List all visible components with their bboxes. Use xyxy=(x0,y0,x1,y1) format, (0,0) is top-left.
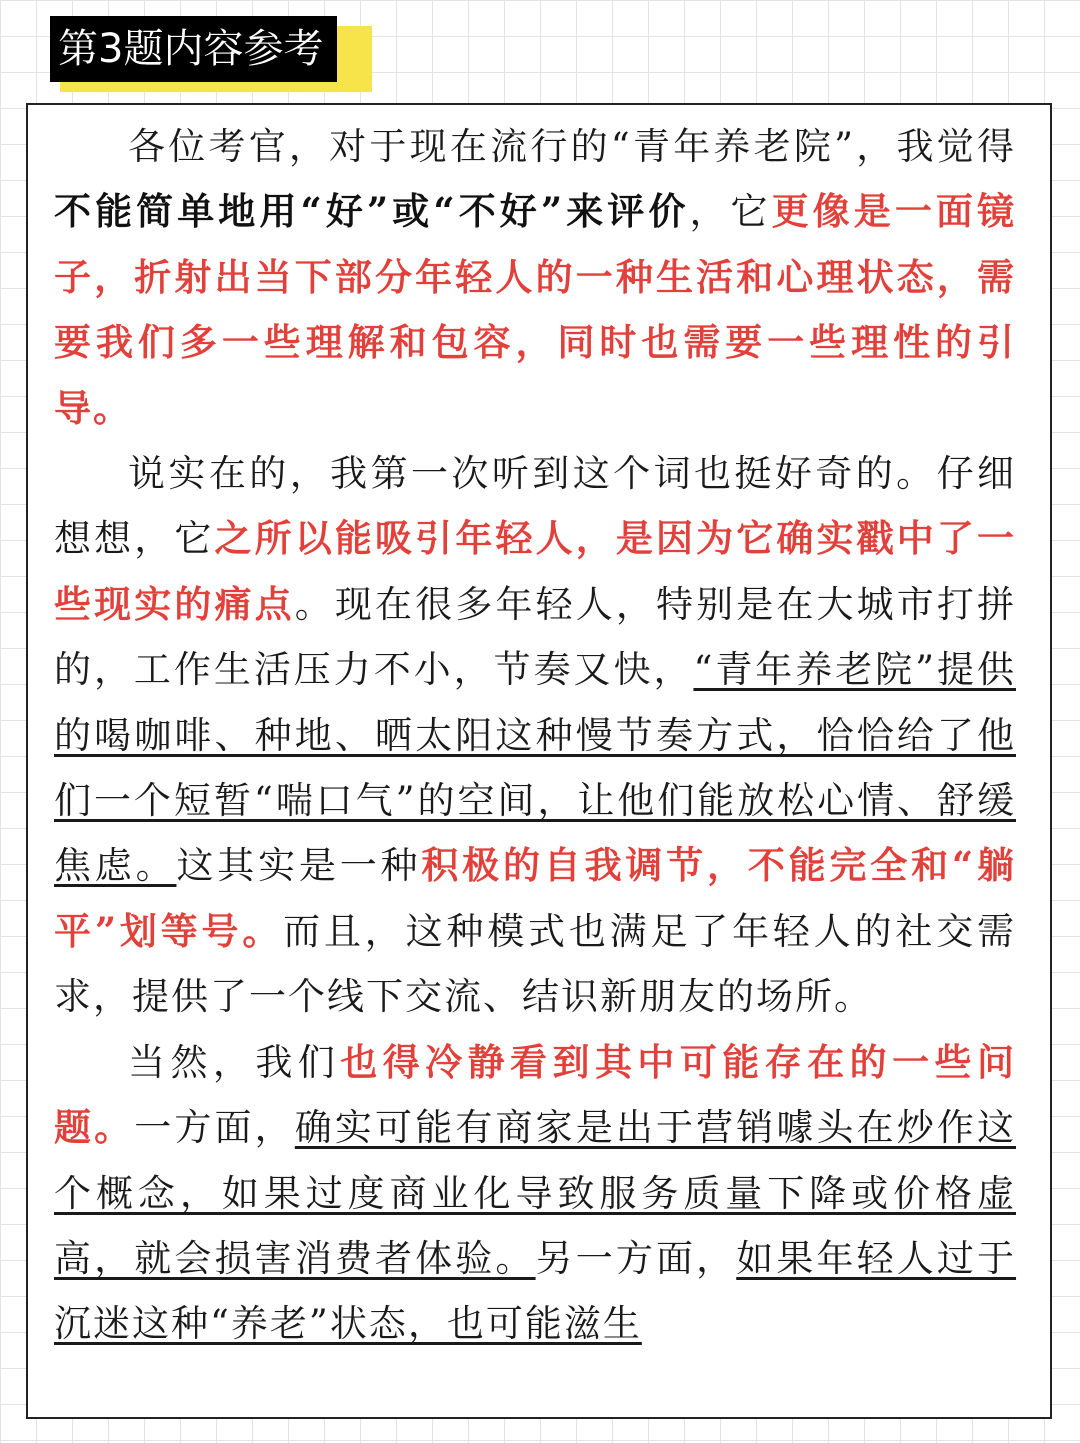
text-segment: 另一方面， xyxy=(535,1236,737,1280)
text-segment: 而且，这种模式也满足了年轻人的社交需求，提供了一个线下交流、结识新朋友的场所。 xyxy=(54,909,1016,1019)
text-segment: 这其实是一种 xyxy=(176,844,422,888)
text-segment-underlined: “青年养老院”提供的喝咖啡、种地、晒太阳这种慢节奏方式，恰恰给了他们一个短暂“喘口气”的空间，让他们能放松心情、舒缓焦虑。 xyxy=(54,648,1016,888)
text-segment: 各位考官，对于现在流行的“青年养老院”，我觉得 xyxy=(128,125,1016,168)
title-badge xyxy=(50,16,337,82)
paragraph-1 xyxy=(54,114,1016,441)
text-segment-underlined: 如果年轻人过于沉迷这种“养老”状态，也可能滋生 xyxy=(54,1236,1017,1346)
text-segment: ，它 xyxy=(689,190,772,234)
answer-box xyxy=(26,103,1052,1419)
text-segment: 一方面， xyxy=(134,1106,295,1150)
text-segment: 。现在很多年轻人，特别是在大城市打拼的，工作生活压力不小，节奏又快， xyxy=(54,582,1017,692)
paragraph-2 xyxy=(54,441,1016,1030)
text-segment-highlight: 之所以能吸引年轻人，是因为它确实戳中了一些现实的痛点 xyxy=(54,516,1017,626)
paragraph-3 xyxy=(54,1030,1016,1357)
text-segment: 当然，我们 xyxy=(128,1040,341,1084)
text-segment-highlight: 更像是一面镜子，折射出当下部分年轻人的一种生活和心理状态，需要我们多一些理解和包容，同时也需要一些理性的引导。 xyxy=(54,189,1016,430)
text-segment: 说实在的，我第一次听到这个词也挺好奇的。仔细想想，它 xyxy=(54,452,1016,561)
text-segment-highlight: 也得冷静看到其中可能存在的一些问题。 xyxy=(54,1039,1016,1150)
text-segment-underlined: 确实可能有商家是出于营销噱头在炒作这个概念，如果过度商业化导致服务质量下降或价格虚高，就会损害消费者体验。 xyxy=(54,1106,1017,1280)
text-segment-bold: 不能简单地用“好”或“不好”来评价 xyxy=(54,189,690,234)
page-title: 第3题内容参考 xyxy=(50,16,337,82)
text-segment-highlight: 积极的自我调节，不能完全和“躺平”划等号。 xyxy=(54,843,1017,953)
answer-text xyxy=(54,114,1016,1357)
